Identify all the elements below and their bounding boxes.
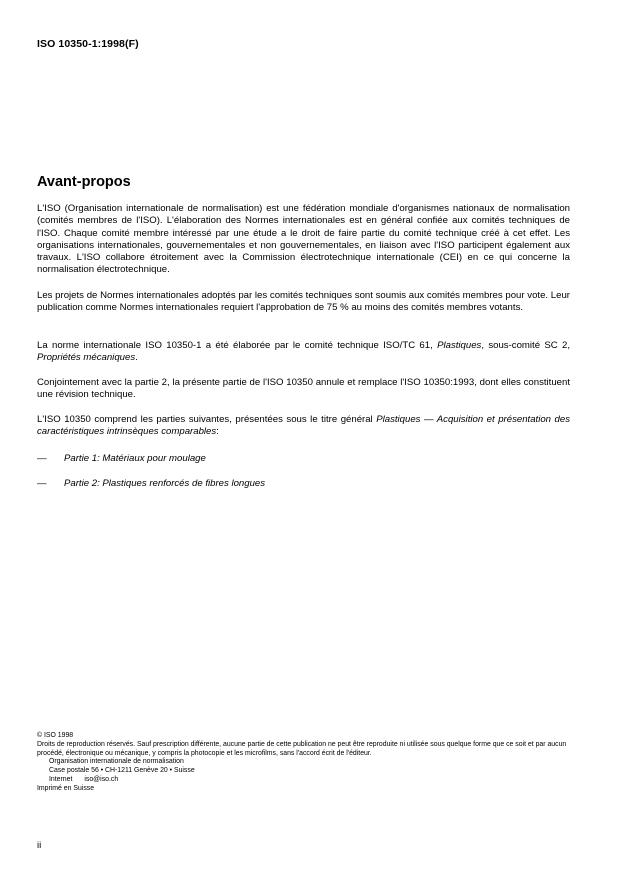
rights-notice: Droits de reproduction réservés. Sauf prescription différente, aucune partie de cette publication ne peut être reproduite ni utilisée sous quelque forme que ce soit et par aucun procédé, électronique ou mécanique, y compris la photocopie et les microfilms, sans l'accord écrit de l'éditeur. — [37, 740, 567, 757]
internet-line — [37, 776, 582, 785]
list-dash: — — [37, 478, 47, 489]
paragraph-5-text-c: : — [216, 426, 219, 438]
list-item-part-2 — [37, 478, 265, 490]
organization-name: Organisation internationale de normalisation — [49, 758, 184, 766]
paragraph-5-text-a: L'ISO 10350 comprend les parties suivantes, présentées sous le titre général — [37, 414, 377, 425]
paragraph-3-emphasis-proprietes: Propriétés mécaniques — [37, 352, 136, 364]
paragraph-3 — [37, 340, 570, 365]
paragraph-5 — [37, 414, 570, 439]
paragraph-1: L'ISO (Organisation internationale de normalisation) est une fédération mondiale d'organismes nationaux de normalisation (comités membres de l'ISO). L'élaboration des Normes internationales est en général confiée aux comités techniques de l'ISO. Chaque comité membre intéressé par une étude a le droit de faire partie du comité technique créé à cet effet. Les organisations internationales, gouvernementales et non gouvernementales, en liaison avec l'ISO participent également aux travaux. L'ISO collabore étroitement avec la Commission électrotechnique internationale (CEI) en ce qui concerne la normalisation électrotechnique. — [37, 203, 570, 276]
paragraph-3-text-c: , sous-comité SC 2, — [481, 340, 571, 351]
paragraph-3-text-e: . — [135, 352, 138, 364]
postal-address: Case postale 56 • CH-1211 Genève 20 • Suisse — [49, 767, 195, 775]
list-item-text: Partie 2: Plastiques renforcés de fibres longues — [64, 478, 266, 489]
list-item-part-1 — [37, 453, 206, 465]
paragraph-2: Les projets de Normes internationales adoptés par les comités techniques sont soumis aux comités membres pour vote. Leur publication comme Normes internationales requiert l'approbation de 75 % au moins des comités membres votants. — [37, 290, 570, 314]
page-number: ii — [37, 840, 42, 851]
paragraph-4: Conjointement avec la partie 2, la présente partie de l'ISO 10350 annule et remplace l'ISO 10350:1993, dont elles constituent une révision technique. — [37, 377, 570, 401]
internet-label: Internet — [49, 775, 73, 783]
copyright-footer — [37, 732, 582, 794]
printed-in: Imprimé en Suisse — [37, 784, 95, 792]
paragraph-5-general-title: Plastiques — Acquisition et présentation des caractéristiques intrinsèques comparables — [37, 414, 570, 438]
paragraph-3-emphasis-plastiques: Plastiques — [437, 340, 482, 351]
paragraph-3-text-a: La norme internationale ISO 10350-1 a été élaborée par le comité technique ISO/TC 61, — [37, 340, 438, 351]
internet-email-link[interactable]: iso@iso.ch — [84, 775, 119, 783]
document-id: ISO 10350-1:1998(F) — [37, 38, 139, 50]
list-dash: — — [37, 453, 47, 464]
section-title: Avant-propos — [37, 174, 131, 190]
copyright-line: © ISO 1998 — [37, 732, 74, 739]
list-item-text: Partie 1: Matériaux pour moulage — [64, 453, 206, 464]
